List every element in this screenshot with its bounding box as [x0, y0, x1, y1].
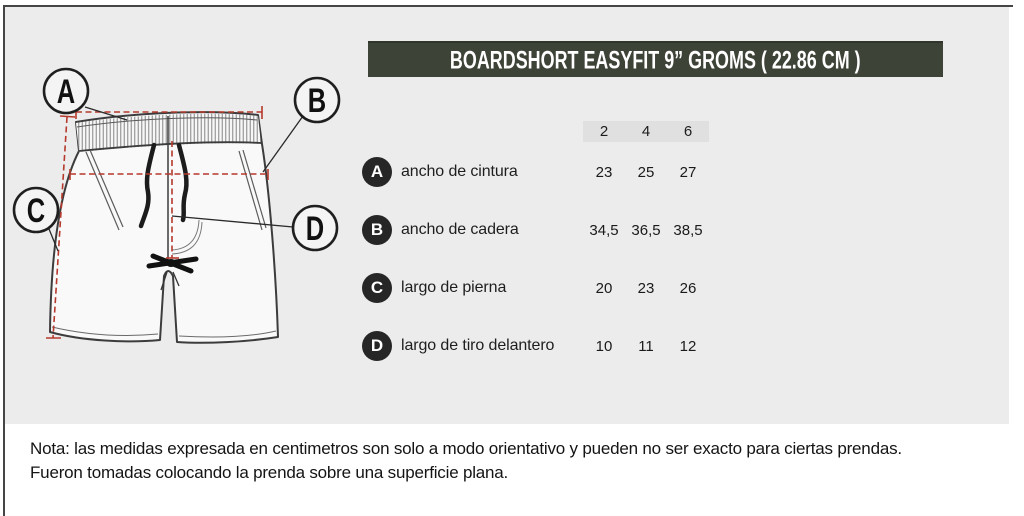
- row-b-value-size2: 34,5: [589, 221, 619, 239]
- row-c-value-size4: 23: [637, 279, 655, 297]
- product-title-bar: [368, 41, 943, 77]
- row-c-badge: C: [362, 273, 392, 303]
- row-d-value-size4: 11: [638, 337, 654, 355]
- row-d-value-size2: 10: [595, 337, 613, 355]
- row-b-value-size6: 38,5: [673, 221, 703, 239]
- marker-b-label: B: [307, 82, 327, 120]
- marker-d-label: D: [305, 210, 325, 248]
- product-title: BOARDSHORT EASYFIT 9” GROMS ( 22.86 CM ): [450, 45, 861, 74]
- measurement-row-b: [362, 215, 703, 245]
- knot-center: [166, 259, 176, 267]
- row-b-values: [583, 222, 709, 239]
- note-line-2: Fueron tomadas colocando la prenda sobre una superficie plana.: [30, 463, 509, 482]
- row-c-label: largo de pierna: [401, 279, 507, 296]
- row-d-values: [583, 338, 709, 355]
- marker-a-label: A: [56, 73, 76, 111]
- row-d-label: largo de tiro delantero: [401, 337, 555, 354]
- row-a-badge: A: [362, 157, 392, 187]
- row-b-label: ancho de cadera: [401, 221, 519, 238]
- row-d-badge: D: [362, 331, 392, 361]
- row-b-badge: B: [362, 215, 392, 245]
- row-a-value-size6: 27: [679, 163, 697, 181]
- row-c-value-size2: 20: [595, 279, 613, 297]
- marker-c-label: C: [26, 192, 46, 230]
- boardshort-technical-drawing: [0, 0, 360, 420]
- row-a-values: [583, 164, 709, 181]
- marker-b-pointer: [263, 116, 303, 172]
- row-a-value-size2: 23: [595, 163, 613, 181]
- measurement-row-c: [362, 273, 697, 303]
- row-c-values: [583, 280, 709, 297]
- note-line-1: Nota: las medidas expresada en centimetros son solo a modo orientativo y pueden no ser exacto para ciertas prendas.: [30, 439, 902, 458]
- size-header-row: [583, 121, 709, 142]
- row-d-value-size6: 12: [679, 337, 697, 355]
- measurement-row-a: [362, 157, 697, 187]
- size-column-2: 2: [599, 123, 609, 140]
- note-text: [30, 437, 902, 485]
- size-column-6: 6: [683, 123, 693, 140]
- row-c-value-size6: 26: [679, 279, 697, 297]
- row-a-label: ancho de cintura: [401, 163, 518, 180]
- measurement-row-d: [362, 331, 697, 361]
- row-b-value-size4: 36,5: [631, 221, 661, 239]
- size-column-4: 4: [641, 123, 651, 140]
- row-a-value-size4: 25: [637, 163, 655, 181]
